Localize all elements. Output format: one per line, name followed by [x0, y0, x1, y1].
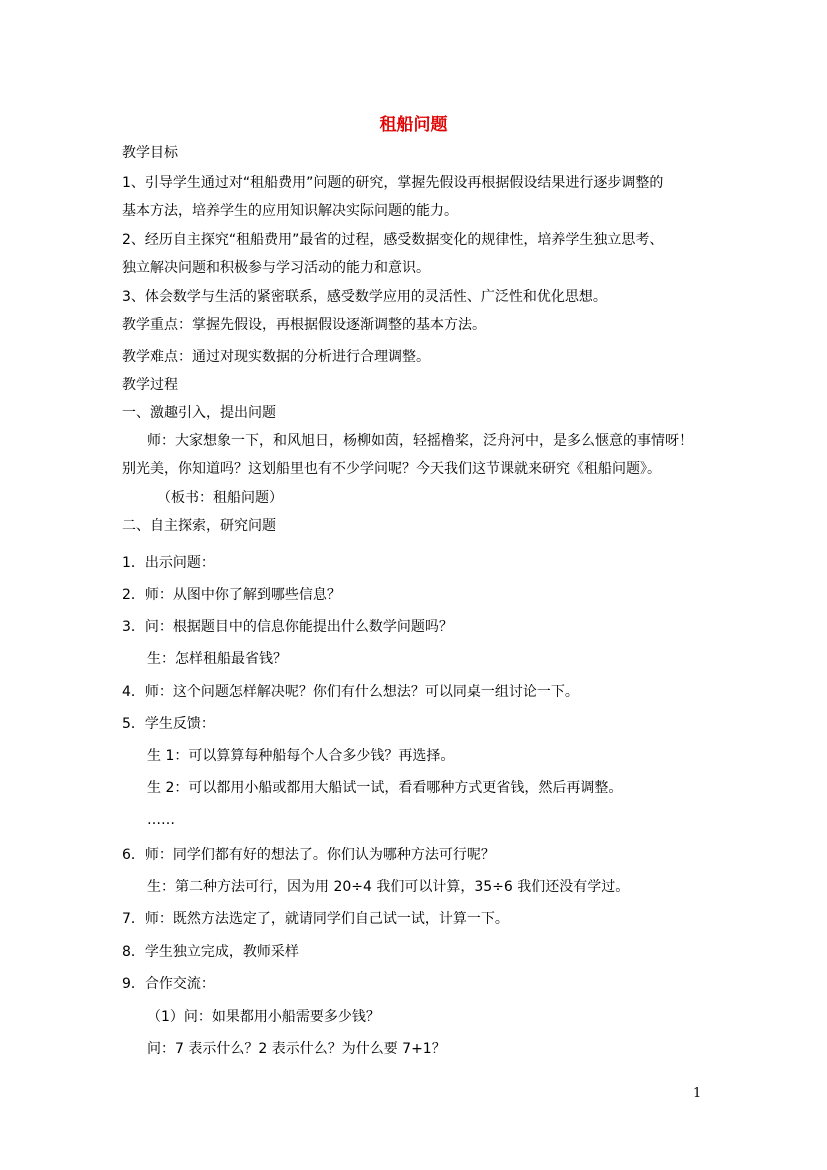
text-line: 7．师：既然方法选定了，就请同学们自己试一试，计算一下。	[122, 911, 509, 927]
text-line: 别光美，你知道吗？这划船里也有不少学问呢？今天我们这节课就来研究《租船问题》。	[122, 461, 661, 477]
text-line: （1）问：如果都用小船需要多少钱？	[147, 1009, 380, 1025]
text-line: 二、自主探索，研究问题	[122, 518, 276, 534]
text-line: 1．出示问题：	[122, 555, 215, 571]
text-line: 教学过程	[122, 377, 178, 393]
text-line: 生：怎样租船最省钱？	[147, 651, 287, 667]
text-line: 3．问：根据题目中的信息你能提出什么数学问题吗？	[122, 619, 453, 635]
text-line: 4．师：这个问题怎样解决呢？你们有什么想法？可以同桌一组讨论一下。	[122, 684, 579, 700]
document-title: 租船问题	[379, 115, 448, 135]
text-line: ……	[147, 812, 175, 828]
text-line: 2、经历自主探究“租船费用”最省的过程，感受数据变化的规律性，培养学生独立思考、	[122, 232, 664, 248]
text-line: 师：大家想象一下，和风旭日，杨柳如茵，轻摇橹桨，泛舟河中，是多么惬意的事情呀！	[147, 433, 693, 449]
text-line: 6．师：同学们都有好的想法了。你们认为哪种方法可行呢？	[122, 847, 495, 863]
text-line: 生：第二种方法可行，因为用 20÷4 我们可以计算，35÷6 我们还没有学过。	[147, 879, 630, 895]
text-line: （板书：租船问题）	[157, 490, 283, 506]
text-line: 2．师：从图中你了解到哪些信息？	[122, 587, 341, 603]
text-line: 生 1：可以算算每种船每个人合多少钱？再选择。	[147, 748, 455, 764]
text-line: 8．学生独立完成，教师采样	[122, 944, 299, 960]
text-line: 3、体会数学与生活的紧密联系，感受数学应用的灵活性、广泛性和优化思想。	[122, 289, 607, 305]
page-number: 1	[693, 1086, 702, 1101]
text-line: 教学重点：掌握先假设，再根据假设逐渐调整的基本方法。	[122, 317, 486, 333]
text-line: 教学难点：通过对现实数据的分析进行合理调整。	[122, 349, 430, 365]
text-line: 问：7 表示什么？2 表示什么？为什么要 7+1？	[147, 1041, 446, 1057]
text-line: 独立解决问题和积极参与学习活动的能力和意识。	[122, 260, 430, 276]
text-line: 5．学生反馈：	[122, 716, 215, 732]
text-line: 教学目标	[122, 145, 178, 161]
text-line: 一、激趣引入，提出问题	[122, 405, 276, 421]
text-line: 1、引导学生通过对“租船费用”问题的研究，掌握先假设再根据假设结果进行逐步调整的	[122, 175, 664, 191]
text-line: 9．合作交流：	[122, 976, 215, 992]
text-line: 基本方法，培养学生的应用知识解决实际问题的能力。	[122, 203, 458, 219]
text-line: 生 2：可以都用小船或都用大船试一试，看看哪种方式更省钱，然后再调整。	[147, 780, 623, 796]
